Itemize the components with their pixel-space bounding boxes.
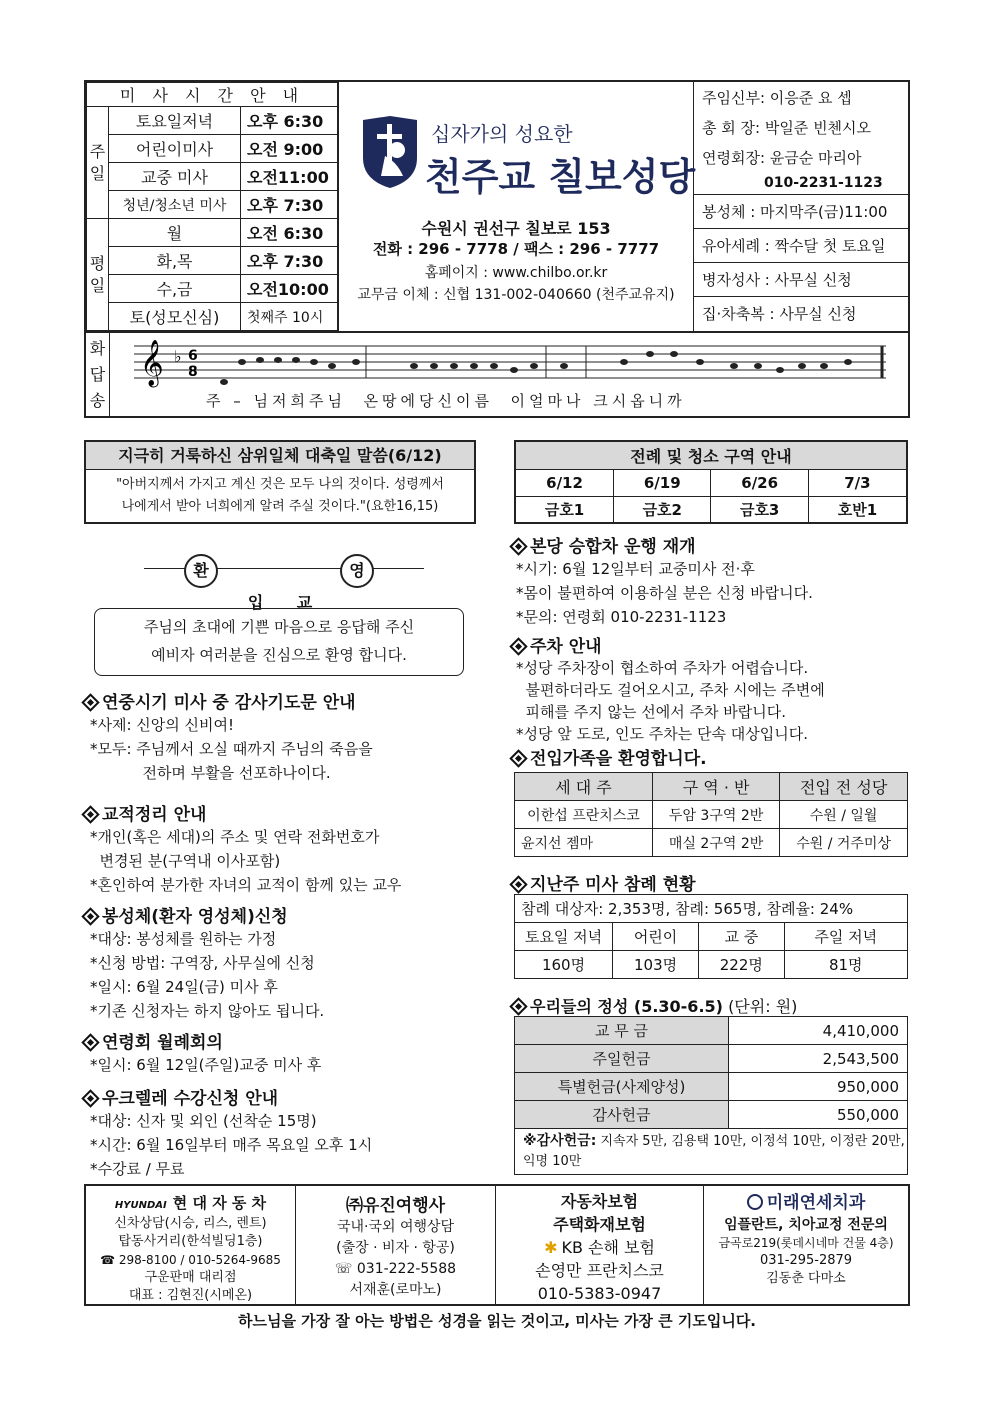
mass-name: 월 (109, 219, 241, 247)
notice-line: 불편하더라도 걸어오시고, 주차 시에는 주변에 (516, 681, 825, 699)
notice-line: 전하며 부활을 선포하나이다. (90, 764, 331, 782)
ad-line: 서재훈(로마노) (349, 1282, 442, 1298)
notice-line: *성당 주차장이 협소하여 주차가 어렵습니다. (516, 659, 809, 677)
shuttle-title-text: 본당 승합차 운행 재개 (530, 537, 696, 557)
notice-title (84, 902, 484, 927)
attendance-title (512, 870, 696, 895)
newcomers-cell: 수원 / 일월 (780, 801, 908, 829)
mass-time: 오전11:00 (241, 163, 338, 191)
cleaning-date: 6/19 (614, 469, 711, 496)
ad-line: 임플란트, 치아교정 전문의 (724, 1217, 888, 1233)
ad-line: ☎ 298-8100 / 010-5264-9685 (100, 1253, 281, 1267)
offering-unit: (단위: 원) (728, 997, 798, 1016)
cleaning-group: 금호2 (614, 496, 711, 523)
notice-section (84, 800, 484, 902)
offering-note-text: 지속자 5만, 김용택 10만, 이정석 10만, 이정란 20만, (600, 1134, 905, 1149)
left-notices (84, 688, 484, 1181)
right-notices (512, 532, 910, 769)
weekday-label: 평일 (87, 219, 109, 331)
offering-title-text: 우리들의 정성 (5.30-6.5) (530, 997, 723, 1016)
word-line: "아버지께서 가지고 계신 것은 모두 나의 것이다. 성령께서 (116, 477, 444, 492)
attendance-header: 어린이 (613, 923, 699, 951)
notice-icon (81, 907, 99, 925)
attendance-summary: 참례 대상자: 2,353명, 참례: 565명, 참례율: 24% (515, 895, 908, 923)
mass-schedule-table (86, 82, 338, 331)
notice-title-text: 연령회 월례회의 (102, 1033, 223, 1053)
mass-time: 첫째주 10시 (241, 303, 338, 331)
attendance-value: 103명 (613, 951, 699, 979)
sunday-label: 주일 (87, 107, 109, 219)
notice-icon (509, 749, 527, 767)
word-line: 나에게서 받아 너희에게 알려 주실 것이다."(요한16,15) (121, 499, 439, 514)
shuttle-body (512, 557, 910, 629)
notice-title-text: 우크렐레 수강신청 안내 (102, 1089, 279, 1109)
church-emblem-icon (359, 114, 421, 190)
attendance-header: 주일 저녁 (784, 923, 907, 951)
parking-title (512, 632, 910, 657)
notice-line: *수강료 / 무료 (90, 1160, 185, 1178)
notice-line: *시기: 6월 12일부터 교중미사 전·후 (516, 560, 755, 578)
mass-schedule-title: 미 사 시 간 안 내 (87, 83, 338, 107)
svg-text:𝄞: 𝄞 (140, 340, 164, 386)
mass-name: 수,금 (109, 275, 241, 303)
svg-text:6: 6 (188, 348, 198, 364)
newcomers-header: 전입 전 성당 (780, 773, 908, 801)
dental-logo-icon (747, 1194, 763, 1210)
newcomers-table (514, 772, 908, 857)
notice-line: *신청 방법: 구역장, 사무실에 신청 (90, 954, 315, 972)
attendance-value: 222명 (699, 951, 784, 979)
offering-label: 주일헌금 (515, 1045, 729, 1073)
psalm-label: 화답송 (86, 332, 110, 416)
anointing-info: 병자성사 : 사무실 신청 (694, 262, 908, 296)
notice-line: *모두: 주님께서 오실 때까지 주님의 죽음을 (90, 740, 373, 758)
ad-line: 국내·국외 여행상담 (336, 1219, 455, 1235)
shuttle-section (512, 532, 910, 632)
ad-line: 010-5383-0947 (537, 1284, 662, 1303)
mass-name: 화,목 (109, 247, 241, 275)
notice-title-text: 연중시기 미사 중 감사기도문 안내 (102, 693, 356, 713)
parking-title-text: 주차 안내 (530, 637, 602, 657)
music-staff-icon (134, 338, 894, 388)
newcomers-title (512, 744, 910, 769)
offering-label: 교 무 금 (515, 1017, 729, 1045)
offering-note-text: 익명 10만 (523, 1154, 582, 1169)
welcome-line: 주님의 초대에 기쁜 마음으로 응답해 주신 (143, 618, 415, 636)
mass-name: 어린이미사 (109, 135, 241, 163)
cleaning-group: 금호1 (515, 496, 614, 523)
church-homepage: 홈페이지 : www.chilbo.or.kr (424, 265, 608, 281)
notice-line: *기존 신청자는 하지 않아도 됩니다. (90, 1002, 325, 1020)
offering-amount: 4,410,000 (729, 1017, 908, 1045)
ad-hyundai (86, 1186, 296, 1306)
newcomers-cell: 매실 2구역 2반 (653, 829, 780, 857)
hyundai-logo: HYUNDAI (114, 1200, 167, 1211)
offering-amount: 2,543,500 (729, 1045, 908, 1073)
svg-text:8: 8 (188, 364, 198, 380)
offering-title (512, 994, 797, 1017)
mass-time: 오전10:00 (241, 275, 338, 303)
mass-name: 교중 미사 (109, 163, 241, 191)
word-box (84, 440, 476, 524)
attendance-header: 교 중 (699, 923, 784, 951)
baptism-info: 유아세례 : 짝수달 첫 토요일 (694, 228, 908, 262)
ad-line: KB 손해 보험 (561, 1238, 655, 1257)
cleaning-group: 호반1 (808, 496, 907, 523)
attendance-value: 81명 (784, 951, 907, 979)
cleaning-date: 6/26 (711, 469, 808, 496)
offering-label: 감사헌금 (515, 1101, 729, 1129)
notice-title (84, 1028, 484, 1053)
staff-info (694, 82, 908, 331)
newcomers-cell: 두암 3구역 2반 (653, 801, 780, 829)
kb-star-icon: ✱ (544, 1238, 558, 1257)
notice-line: *혼인하여 분가한 자녀의 교적이 함께 있는 교우 (90, 876, 402, 894)
ad-insurance (496, 1186, 704, 1306)
notice-title (84, 688, 484, 713)
president: 총 회 장: 박일준 빈첸시오 (702, 118, 872, 137)
blessing-info: 집·차축복 : 사무실 신청 (702, 305, 857, 324)
attendance-title-text: 지난주 미사 참례 현황 (530, 875, 696, 895)
newcomers-header: 세 대 주 (515, 773, 653, 801)
offering-amount: 950,000 (729, 1073, 908, 1101)
ad-line: (출장 · 비자 · 항공) (336, 1240, 455, 1256)
shuttle-title (512, 532, 910, 557)
ad-name: 미래연세치과 (766, 1193, 866, 1213)
senior-president: 연령회장: 윤금순 마리아 (702, 148, 862, 167)
ad-line: 031-295-2879 (759, 1253, 853, 1268)
ad-line: 탑동사거리(한석빌딩1층) (118, 1234, 263, 1249)
communion-info: 봉성체 : 마지막주(금)11:00 (694, 194, 908, 228)
attendance-header: 토요일 저녁 (515, 923, 613, 951)
word-title: 지극히 거룩하신 삼위일체 대축일 말씀(6/12) (86, 442, 474, 470)
notice-title-text: 봉성체(환자 영성체)신청 (102, 907, 288, 927)
newcomers-header: 구 역 · 반 (653, 773, 780, 801)
mass-name: 토(성모신심) (109, 303, 241, 331)
svg-text:♭: ♭ (174, 347, 182, 366)
church-info (338, 82, 694, 331)
church-phone: 전화 : 296 - 7778 / 팩스 : 296 - 7777 (372, 240, 660, 258)
notice-section (84, 1084, 484, 1181)
notice-section (84, 902, 484, 1028)
offering-amount: 550,000 (729, 1101, 908, 1129)
ad-line: 신차상담(시승, 리스, 렌트) (114, 1216, 267, 1231)
offering-note-label: ※감사헌금: (523, 1133, 597, 1149)
notice-line: *대상: 봉성체를 원하는 가정 (90, 930, 277, 948)
notice-title-text: 교적정리 안내 (102, 805, 207, 825)
notice-icon (509, 875, 527, 893)
cleaning-title: 전례 및 청소 구역 안내 (515, 441, 907, 469)
notice-line: 변경된 분(구역내 이사포함) (90, 852, 281, 870)
ad-line: 구운판매 대리점 (144, 1270, 237, 1285)
psalm-lyrics: 주 – 님저희주님 온땅에당신이름 이얼마나 크시옵니까 (206, 392, 686, 410)
ad-line: 주택화재보험 (553, 1215, 646, 1234)
ad-dental (704, 1186, 908, 1306)
offering-label: 특별헌금(사제양성) (515, 1073, 729, 1101)
notice-line: *시간: 6월 16일부터 매주 목요일 오후 1시 (90, 1136, 373, 1154)
notice-section (84, 1028, 484, 1084)
notice-title (84, 1084, 484, 1109)
notice-title (84, 800, 484, 825)
parking-body (512, 657, 910, 745)
notice-line: 피해를 주지 않는 선에서 주차 바랍니다. (516, 703, 786, 721)
notice-body (84, 927, 484, 1023)
header-box (84, 80, 910, 333)
ad-name: 현 대 자 동 차 (172, 1194, 267, 1212)
notice-icon (81, 693, 99, 711)
pastor: 주임신부: 이응준 요 셉 (702, 88, 852, 107)
ad-name: ㈜유진여행사 (345, 1196, 446, 1216)
cleaning-group: 금호3 (711, 496, 808, 523)
newcomers-cell: 수원 / 거주미상 (780, 829, 908, 857)
welcome-hwan: 환 (184, 554, 218, 588)
cleaning-date: 7/3 (808, 469, 907, 496)
newcomers-cell: 윤지선 젬마 (515, 829, 653, 857)
welcome-line: 예비자 여러분을 진심으로 환영 합니다. (151, 646, 407, 664)
welcome-box (84, 550, 476, 680)
ad-line: 대표 : 김현진(시메온) (128, 1288, 253, 1303)
notice-icon (81, 1033, 99, 1051)
ad-line: 금곡로219(롯데시네마 건물 4층) (718, 1236, 894, 1250)
notice-icon (509, 637, 527, 655)
mass-time: 오후 7:30 (241, 191, 338, 219)
mass-time: 오전 6:30 (241, 219, 338, 247)
word-text (86, 470, 474, 518)
cleaning-date: 6/12 (515, 469, 614, 496)
church-address: 수원시 권선구 칠보로 153 (421, 219, 611, 238)
notice-line: *사제: 신앙의 신비여! (90, 716, 235, 734)
notice-line: *몸이 불편하여 이용하실 분은 신청 바랍니다. (516, 584, 813, 602)
ad-travel (296, 1186, 496, 1306)
senior-phone: 010-2231-1123 (694, 172, 908, 194)
ad-line: ☏ 031-222-5588 (334, 1261, 457, 1277)
mass-name: 토요일저녁 (109, 107, 241, 135)
ad-name: 자동차보험 (560, 1192, 639, 1211)
cleaning-table (514, 440, 908, 524)
notice-line: *성당 앞 도로, 인도 주차는 단속 대상입니다. (516, 725, 808, 743)
notice-body (84, 1053, 484, 1077)
notice-line: *문의: 연령회 010-2231-1123 (516, 608, 727, 626)
notice-icon (509, 537, 527, 555)
notice-section (84, 688, 484, 800)
notice-line: *일시: 6월 24일(금) 미사 후 (90, 978, 278, 996)
notice-line: *개인(혹은 세대)의 주소 및 연락 전화번호가 (90, 828, 380, 846)
welcome-message (94, 608, 464, 676)
ad-line: 김동춘 다마소 (766, 1271, 846, 1286)
notice-line: *일시: 6월 12일(주일)교중 미사 후 (90, 1056, 322, 1074)
parking-section (512, 632, 910, 744)
ad-line: 손영만 프란치스코 (535, 1261, 664, 1280)
notice-icon (81, 805, 99, 823)
mass-time: 오후 7:30 (241, 247, 338, 275)
church-name: 천주교 칠보성당 (425, 155, 696, 199)
notice-body (84, 825, 484, 897)
mass-name: 청년/청소년 미사 (109, 191, 241, 219)
notice-icon (509, 997, 527, 1015)
attendance-value: 160명 (515, 951, 613, 979)
psalm-response (84, 332, 910, 418)
newcomers-title-text: 전입가족을 환영합니다. (530, 749, 707, 769)
offering-note (515, 1129, 908, 1175)
ads-box (84, 1184, 910, 1306)
offering-table (514, 1016, 908, 1175)
footer-quote: 하느님을 가장 잘 아는 방법은 성경을 읽는 것이고, 미사는 가장 큰 기도입니다. (237, 1312, 757, 1330)
attendance-table (514, 894, 908, 979)
mass-time: 오후 6:30 (241, 107, 338, 135)
church-subtitle: 십자가의 성요한 (431, 122, 573, 146)
notice-body (84, 713, 484, 785)
welcome-yeong: 영 (340, 554, 374, 588)
welcome-title: 입 교 (247, 593, 313, 612)
notice-body (84, 1109, 484, 1181)
mass-time: 오전 9:00 (241, 135, 338, 163)
newcomers-cell: 이한섭 프란치스코 (515, 801, 653, 829)
church-account: 교무금 이체 : 신협 131-002-040660 (천주교유지) (357, 287, 675, 303)
notice-line: *대상: 신자 및 외인 (선착순 15명) (90, 1112, 317, 1130)
notice-icon (81, 1089, 99, 1107)
